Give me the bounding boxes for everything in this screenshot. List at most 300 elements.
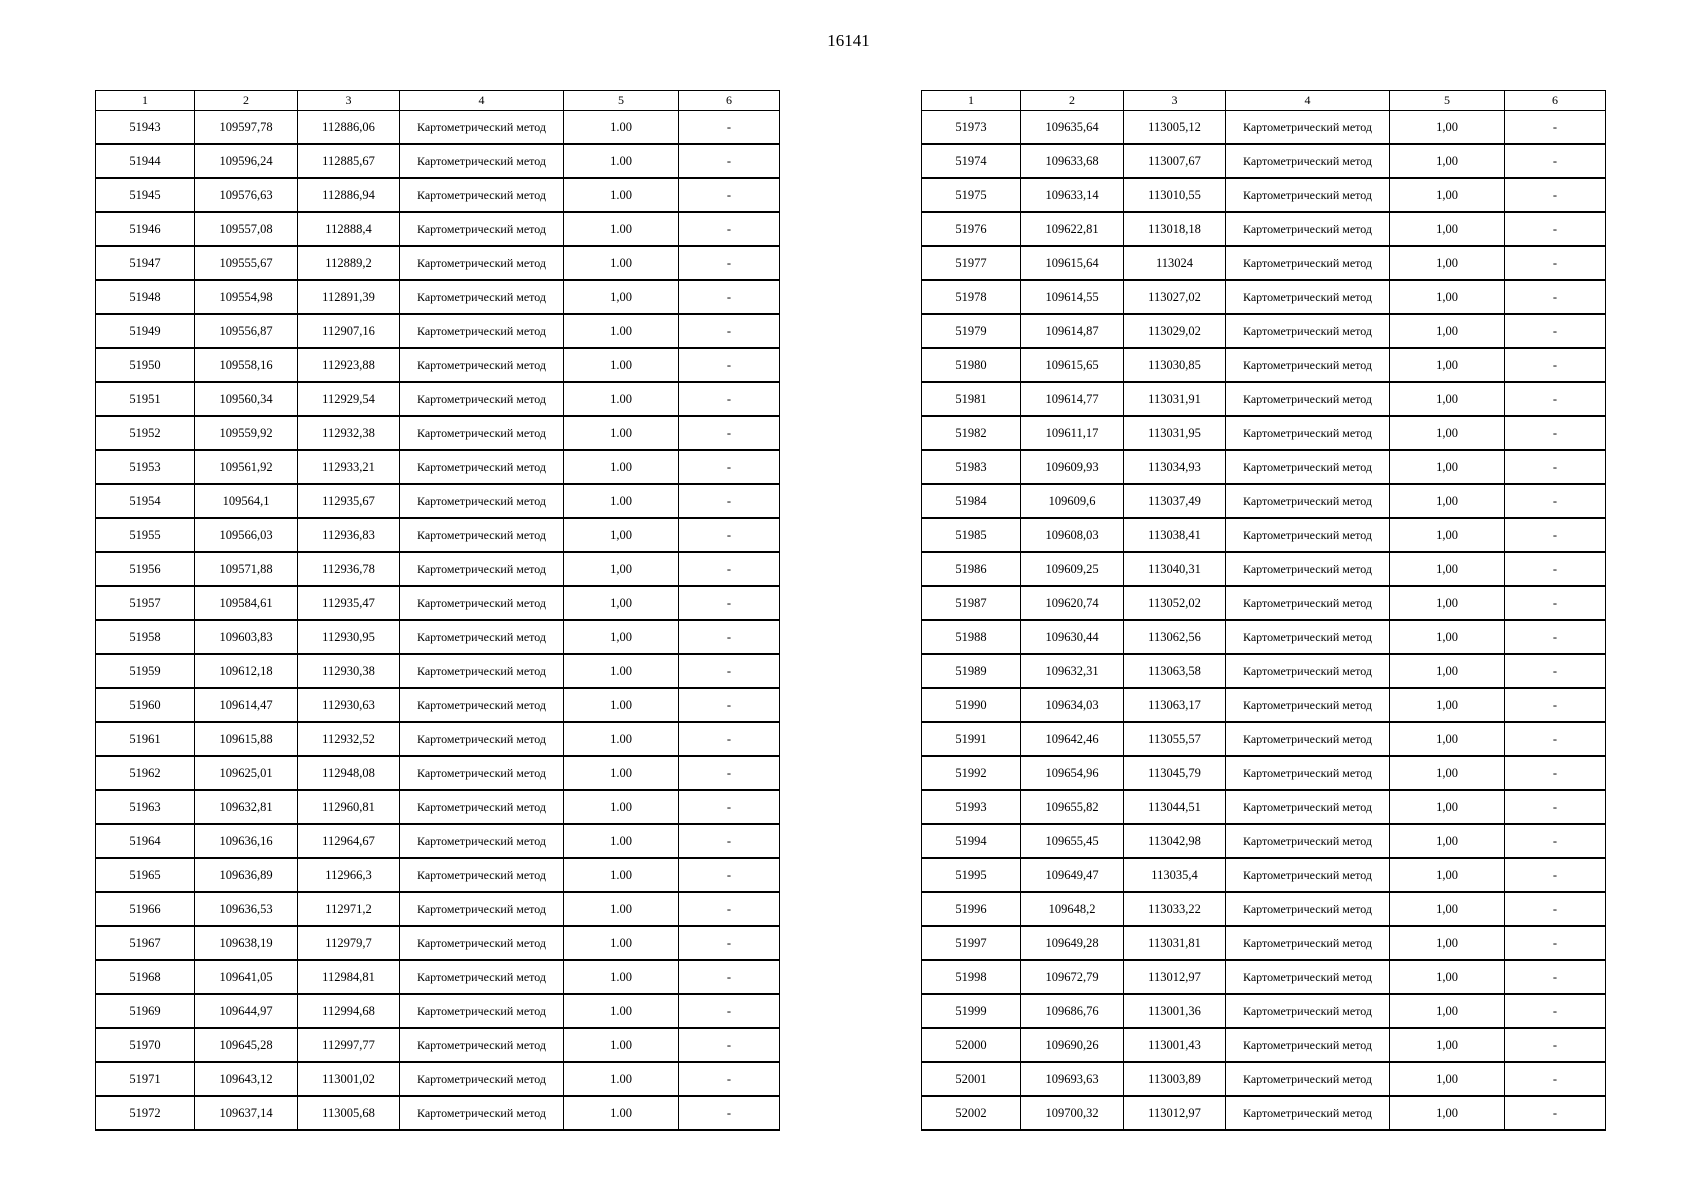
x-coordinate-cell: 109597,78 — [195, 111, 298, 145]
y-coordinate-cell: 112930,38 — [298, 654, 400, 688]
y-coordinate-cell: 113063,17 — [1124, 688, 1226, 722]
description-cell: - — [1505, 1096, 1606, 1130]
point-number-cell: 51977 — [922, 246, 1021, 280]
point-number-cell: 51963 — [96, 790, 195, 824]
x-coordinate-cell: 109637,14 — [195, 1096, 298, 1130]
table-row — [922, 450, 1606, 484]
precision-cell: 1,00 — [1390, 552, 1505, 586]
table-row — [922, 620, 1606, 654]
method-cell: Картометрический метод — [400, 348, 564, 382]
precision-cell: 1,00 — [1390, 416, 1505, 450]
x-coordinate-cell: 109625,01 — [195, 756, 298, 790]
table-row — [96, 552, 780, 586]
precision-cell: 1,00 — [1390, 382, 1505, 416]
method-cell: Картометрический метод — [1226, 111, 1390, 145]
method-cell: Картометрический метод — [400, 722, 564, 756]
x-coordinate-cell: 109584,61 — [195, 586, 298, 620]
method-cell: Картометрический метод — [1226, 960, 1390, 994]
point-number-cell: 51991 — [922, 722, 1021, 756]
table-row — [922, 790, 1606, 824]
y-coordinate-cell: 113062,56 — [1124, 620, 1226, 654]
method-cell: Картометрический метод — [1226, 552, 1390, 586]
precision-cell: 1.00 — [564, 484, 679, 518]
y-coordinate-cell: 113005,12 — [1124, 111, 1226, 145]
precision-cell: 1,00 — [1390, 756, 1505, 790]
x-coordinate-cell: 109635,64 — [1021, 111, 1124, 145]
x-coordinate-cell: 109556,87 — [195, 314, 298, 348]
precision-cell: 1.00 — [564, 111, 679, 145]
x-coordinate-cell: 109641,05 — [195, 960, 298, 994]
method-cell: Картометрический метод — [400, 994, 564, 1028]
table-row — [96, 1096, 780, 1130]
point-number-cell: 51974 — [922, 144, 1021, 178]
y-coordinate-cell: 112960,81 — [298, 790, 400, 824]
y-coordinate-cell: 113052,02 — [1124, 586, 1226, 620]
x-coordinate-cell: 109615,64 — [1021, 246, 1124, 280]
description-cell: - — [1505, 926, 1606, 960]
header-cell: 3 — [298, 91, 400, 111]
table-row — [96, 926, 780, 960]
point-number-cell: 51988 — [922, 620, 1021, 654]
table-row — [922, 926, 1606, 960]
y-coordinate-cell: 113038,41 — [1124, 518, 1226, 552]
description-cell: - — [1505, 994, 1606, 1028]
point-number-cell: 51997 — [922, 926, 1021, 960]
description-cell: - — [1505, 382, 1606, 416]
precision-cell: 1,00 — [1390, 586, 1505, 620]
precision-cell: 1,00 — [564, 552, 679, 586]
header-cell: 1 — [922, 91, 1021, 111]
precision-cell: 1.00 — [564, 926, 679, 960]
x-coordinate-cell: 109634,03 — [1021, 688, 1124, 722]
description-cell: - — [679, 960, 780, 994]
y-coordinate-cell: 112886,06 — [298, 111, 400, 145]
precision-cell: 1,00 — [564, 280, 679, 314]
precision-cell: 1,00 — [1390, 484, 1505, 518]
x-coordinate-cell: 109633,68 — [1021, 144, 1124, 178]
precision-cell: 1,00 — [1390, 246, 1505, 280]
method-cell: Картометрический метод — [400, 450, 564, 484]
method-cell: Картометрический метод — [1226, 1062, 1390, 1096]
point-number-cell: 51972 — [96, 1096, 195, 1130]
table-row — [922, 144, 1606, 178]
precision-cell: 1,00 — [1390, 960, 1505, 994]
description-cell: - — [679, 382, 780, 416]
table-row — [922, 654, 1606, 688]
description-cell: - — [1505, 484, 1606, 518]
precision-cell: 1,00 — [1390, 1028, 1505, 1062]
point-number-cell: 51987 — [922, 586, 1021, 620]
y-coordinate-cell: 112930,95 — [298, 620, 400, 654]
method-cell: Картометрический метод — [400, 382, 564, 416]
y-coordinate-cell: 113012,97 — [1124, 960, 1226, 994]
header-cell: 2 — [195, 91, 298, 111]
y-coordinate-cell: 113063,58 — [1124, 654, 1226, 688]
y-coordinate-cell: 112936,78 — [298, 552, 400, 586]
description-cell: - — [679, 1028, 780, 1062]
table-row — [96, 960, 780, 994]
point-number-cell: 51962 — [96, 756, 195, 790]
y-coordinate-cell: 113029,02 — [1124, 314, 1226, 348]
table-row — [922, 280, 1606, 314]
x-coordinate-cell: 109655,82 — [1021, 790, 1124, 824]
y-coordinate-cell: 112886,94 — [298, 178, 400, 212]
point-number-cell: 51946 — [96, 212, 195, 246]
table-row — [96, 450, 780, 484]
point-number-cell: 51973 — [922, 111, 1021, 145]
method-cell: Картометрический метод — [400, 824, 564, 858]
method-cell: Картометрический метод — [1226, 280, 1390, 314]
precision-cell: 1.00 — [564, 314, 679, 348]
y-coordinate-cell: 113031,95 — [1124, 416, 1226, 450]
y-coordinate-cell: 113001,36 — [1124, 994, 1226, 1028]
description-cell: - — [1505, 1028, 1606, 1062]
table-row — [96, 518, 780, 552]
precision-cell: 1,00 — [1390, 144, 1505, 178]
precision-cell: 1,00 — [1390, 994, 1505, 1028]
method-cell: Картометрический метод — [400, 314, 564, 348]
y-coordinate-cell: 112994,68 — [298, 994, 400, 1028]
description-cell: - — [679, 314, 780, 348]
x-coordinate-cell: 109557,08 — [195, 212, 298, 246]
precision-cell: 1.00 — [564, 722, 679, 756]
y-coordinate-cell: 113040,31 — [1124, 552, 1226, 586]
y-coordinate-cell: 113005,68 — [298, 1096, 400, 1130]
table-row — [922, 416, 1606, 450]
x-coordinate-cell: 109686,76 — [1021, 994, 1124, 1028]
description-cell: - — [1505, 858, 1606, 892]
x-coordinate-cell: 109636,16 — [195, 824, 298, 858]
precision-cell: 1.00 — [564, 654, 679, 688]
method-cell: Картометрический метод — [1226, 450, 1390, 484]
y-coordinate-cell: 112948,08 — [298, 756, 400, 790]
y-coordinate-cell: 112907,16 — [298, 314, 400, 348]
x-coordinate-cell: 109612,18 — [195, 654, 298, 688]
method-cell: Картометрический метод — [400, 416, 564, 450]
y-coordinate-cell: 113055,57 — [1124, 722, 1226, 756]
point-number-cell: 51994 — [922, 824, 1021, 858]
table-row — [922, 688, 1606, 722]
table-row — [922, 1028, 1606, 1062]
y-coordinate-cell: 112935,67 — [298, 484, 400, 518]
method-cell: Картометрический метод — [400, 620, 564, 654]
x-coordinate-cell: 109648,2 — [1021, 892, 1124, 926]
table-row — [96, 654, 780, 688]
precision-cell: 1,00 — [1390, 688, 1505, 722]
x-coordinate-cell: 109690,26 — [1021, 1028, 1124, 1062]
precision-cell: 1.00 — [564, 1096, 679, 1130]
method-cell: Картометрический метод — [1226, 892, 1390, 926]
point-number-cell: 51964 — [96, 824, 195, 858]
description-cell: - — [1505, 280, 1606, 314]
precision-cell: 1.00 — [564, 246, 679, 280]
x-coordinate-cell: 109609,6 — [1021, 484, 1124, 518]
description-cell: - — [1505, 111, 1606, 145]
y-coordinate-cell: 113003,89 — [1124, 1062, 1226, 1096]
table-row — [922, 722, 1606, 756]
precision-cell: 1,00 — [564, 586, 679, 620]
table-row — [922, 756, 1606, 790]
y-coordinate-cell: 113035,4 — [1124, 858, 1226, 892]
point-number-cell: 51953 — [96, 450, 195, 484]
point-number-cell: 51996 — [922, 892, 1021, 926]
precision-cell: 1,00 — [1390, 926, 1505, 960]
description-cell: - — [679, 926, 780, 960]
description-cell: - — [1505, 212, 1606, 246]
description-cell: - — [679, 858, 780, 892]
precision-cell: 1,00 — [1390, 824, 1505, 858]
precision-cell: 1,00 — [1390, 654, 1505, 688]
x-coordinate-cell: 109611,17 — [1021, 416, 1124, 450]
table-row — [922, 246, 1606, 280]
header-cell: 1 — [96, 91, 195, 111]
description-cell: - — [679, 111, 780, 145]
method-cell: Картометрический метод — [400, 858, 564, 892]
precision-cell: 1,00 — [1390, 790, 1505, 824]
x-coordinate-cell: 109559,92 — [195, 416, 298, 450]
point-number-cell: 51978 — [922, 280, 1021, 314]
table-row — [922, 994, 1606, 1028]
table-row — [96, 756, 780, 790]
table-row — [96, 111, 780, 145]
point-number-cell: 51986 — [922, 552, 1021, 586]
point-number-cell: 51966 — [96, 892, 195, 926]
point-number-cell: 51948 — [96, 280, 195, 314]
header-row — [96, 91, 780, 111]
y-coordinate-cell: 112888,4 — [298, 212, 400, 246]
precision-cell: 1,00 — [1390, 1096, 1505, 1130]
point-number-cell: 51955 — [96, 518, 195, 552]
method-cell: Картометрический метод — [1226, 994, 1390, 1028]
x-coordinate-cell: 109645,28 — [195, 1028, 298, 1062]
table-row — [96, 586, 780, 620]
description-cell: - — [1505, 654, 1606, 688]
method-cell: Картометрический метод — [1226, 144, 1390, 178]
x-coordinate-cell: 109614,55 — [1021, 280, 1124, 314]
method-cell: Картометрический метод — [400, 756, 564, 790]
y-coordinate-cell: 112984,81 — [298, 960, 400, 994]
description-cell: - — [679, 212, 780, 246]
point-number-cell: 51957 — [96, 586, 195, 620]
method-cell: Картометрический метод — [400, 212, 564, 246]
point-number-cell: 51951 — [96, 382, 195, 416]
header-cell: 4 — [1226, 91, 1390, 111]
y-coordinate-cell: 113010,55 — [1124, 178, 1226, 212]
method-cell: Картометрический метод — [400, 280, 564, 314]
y-coordinate-cell: 113042,98 — [1124, 824, 1226, 858]
precision-cell: 1.00 — [564, 382, 679, 416]
precision-cell: 1,00 — [1390, 348, 1505, 382]
y-coordinate-cell: 112891,39 — [298, 280, 400, 314]
y-coordinate-cell: 112923,88 — [298, 348, 400, 382]
method-cell: Картометрический метод — [1226, 1028, 1390, 1062]
description-cell: - — [679, 994, 780, 1028]
y-coordinate-cell: 113018,18 — [1124, 212, 1226, 246]
point-number-cell: 51975 — [922, 178, 1021, 212]
table-row — [96, 722, 780, 756]
point-number-cell: 51998 — [922, 960, 1021, 994]
table-row — [96, 178, 780, 212]
table-row — [96, 212, 780, 246]
coordinates-table-left — [95, 90, 780, 1131]
y-coordinate-cell: 113045,79 — [1124, 756, 1226, 790]
header-cell: 3 — [1124, 91, 1226, 111]
y-coordinate-cell: 112966,3 — [298, 858, 400, 892]
method-cell: Картометрический метод — [1226, 824, 1390, 858]
precision-cell: 1.00 — [564, 824, 679, 858]
precision-cell: 1.00 — [564, 1062, 679, 1096]
point-number-cell: 51980 — [922, 348, 1021, 382]
description-cell: - — [1505, 518, 1606, 552]
point-number-cell: 51943 — [96, 111, 195, 145]
x-coordinate-cell: 109554,98 — [195, 280, 298, 314]
x-coordinate-cell: 109632,81 — [195, 790, 298, 824]
header-cell: 5 — [564, 91, 679, 111]
table-row — [96, 892, 780, 926]
description-cell: - — [1505, 314, 1606, 348]
y-coordinate-cell: 113037,49 — [1124, 484, 1226, 518]
table-row — [922, 858, 1606, 892]
table-row — [96, 994, 780, 1028]
x-coordinate-cell: 109596,24 — [195, 144, 298, 178]
table-row — [922, 518, 1606, 552]
point-number-cell: 51984 — [922, 484, 1021, 518]
y-coordinate-cell: 112930,63 — [298, 688, 400, 722]
point-number-cell: 51982 — [922, 416, 1021, 450]
table-row — [96, 144, 780, 178]
description-cell: - — [1505, 960, 1606, 994]
point-number-cell: 51999 — [922, 994, 1021, 1028]
y-coordinate-cell: 112936,83 — [298, 518, 400, 552]
y-coordinate-cell: 113031,91 — [1124, 382, 1226, 416]
description-cell: - — [1505, 450, 1606, 484]
description-cell: - — [1505, 144, 1606, 178]
precision-cell: 1.00 — [564, 348, 679, 382]
point-number-cell: 51981 — [922, 382, 1021, 416]
method-cell: Картометрический метод — [1226, 586, 1390, 620]
description-cell: - — [679, 484, 780, 518]
point-number-cell: 51949 — [96, 314, 195, 348]
description-cell: - — [679, 722, 780, 756]
precision-cell: 1.00 — [564, 450, 679, 484]
x-coordinate-cell: 109614,47 — [195, 688, 298, 722]
x-coordinate-cell: 109654,96 — [1021, 756, 1124, 790]
precision-cell: 1.00 — [564, 994, 679, 1028]
x-coordinate-cell: 109615,88 — [195, 722, 298, 756]
precision-cell: 1,00 — [1390, 620, 1505, 654]
point-number-cell: 51950 — [96, 348, 195, 382]
method-cell: Картометрический метод — [1226, 756, 1390, 790]
description-cell: - — [1505, 416, 1606, 450]
description-cell: - — [679, 790, 780, 824]
description-cell: - — [679, 450, 780, 484]
point-number-cell: 51979 — [922, 314, 1021, 348]
description-cell: - — [679, 756, 780, 790]
description-cell: - — [679, 518, 780, 552]
table-row — [96, 246, 780, 280]
precision-cell: 1.00 — [564, 144, 679, 178]
point-number-cell: 51956 — [96, 552, 195, 586]
table-row — [922, 824, 1606, 858]
x-coordinate-cell: 109693,63 — [1021, 1062, 1124, 1096]
precision-cell: 1,00 — [1390, 314, 1505, 348]
description-cell: - — [679, 1062, 780, 1096]
x-coordinate-cell: 109649,47 — [1021, 858, 1124, 892]
table-row — [96, 824, 780, 858]
precision-cell: 1.00 — [564, 858, 679, 892]
method-cell: Картометрический метод — [400, 1096, 564, 1130]
x-coordinate-cell: 109622,81 — [1021, 212, 1124, 246]
precision-cell: 1,00 — [1390, 518, 1505, 552]
x-coordinate-cell: 109614,77 — [1021, 382, 1124, 416]
method-cell: Картометрический метод — [1226, 178, 1390, 212]
precision-cell: 1.00 — [564, 416, 679, 450]
x-coordinate-cell: 109609,93 — [1021, 450, 1124, 484]
description-cell: - — [679, 178, 780, 212]
method-cell: Картометрический метод — [400, 552, 564, 586]
table-row — [96, 314, 780, 348]
x-coordinate-cell: 109558,16 — [195, 348, 298, 382]
y-coordinate-cell: 112997,77 — [298, 1028, 400, 1062]
y-coordinate-cell: 112932,38 — [298, 416, 400, 450]
point-number-cell: 51958 — [96, 620, 195, 654]
description-cell: - — [679, 1096, 780, 1130]
y-coordinate-cell: 113033,22 — [1124, 892, 1226, 926]
description-cell: - — [1505, 756, 1606, 790]
precision-cell: 1,00 — [1390, 722, 1505, 756]
description-cell: - — [679, 348, 780, 382]
y-coordinate-cell: 113024 — [1124, 246, 1226, 280]
precision-cell: 1.00 — [564, 790, 679, 824]
x-coordinate-cell: 109644,97 — [195, 994, 298, 1028]
method-cell: Картометрический метод — [1226, 926, 1390, 960]
y-coordinate-cell: 112979,7 — [298, 926, 400, 960]
x-coordinate-cell: 109672,79 — [1021, 960, 1124, 994]
y-coordinate-cell: 113044,51 — [1124, 790, 1226, 824]
method-cell: Картометрический метод — [1226, 722, 1390, 756]
precision-cell: 1.00 — [564, 212, 679, 246]
description-cell: - — [1505, 552, 1606, 586]
method-cell: Картометрический метод — [400, 1062, 564, 1096]
method-cell: Картометрический метод — [400, 892, 564, 926]
y-coordinate-cell: 113027,02 — [1124, 280, 1226, 314]
x-coordinate-cell: 109615,65 — [1021, 348, 1124, 382]
table-row — [922, 960, 1606, 994]
description-cell: - — [1505, 722, 1606, 756]
method-cell: Картометрический метод — [1226, 654, 1390, 688]
x-coordinate-cell: 109603,83 — [195, 620, 298, 654]
description-cell: - — [679, 144, 780, 178]
y-coordinate-cell: 113034,93 — [1124, 450, 1226, 484]
description-cell: - — [1505, 586, 1606, 620]
y-coordinate-cell: 112885,67 — [298, 144, 400, 178]
description-cell: - — [679, 552, 780, 586]
precision-cell: 1,00 — [1390, 280, 1505, 314]
precision-cell: 1,00 — [1390, 858, 1505, 892]
method-cell: Картометрический метод — [1226, 518, 1390, 552]
point-number-cell: 51944 — [96, 144, 195, 178]
point-number-cell: 51969 — [96, 994, 195, 1028]
table-row — [922, 212, 1606, 246]
table-row — [922, 1062, 1606, 1096]
y-coordinate-cell: 113031,81 — [1124, 926, 1226, 960]
description-cell: - — [1505, 178, 1606, 212]
precision-cell: 1.00 — [564, 892, 679, 926]
description-cell: - — [679, 688, 780, 722]
x-coordinate-cell: 109566,03 — [195, 518, 298, 552]
point-number-cell: 51992 — [922, 756, 1021, 790]
precision-cell: 1.00 — [564, 1028, 679, 1062]
